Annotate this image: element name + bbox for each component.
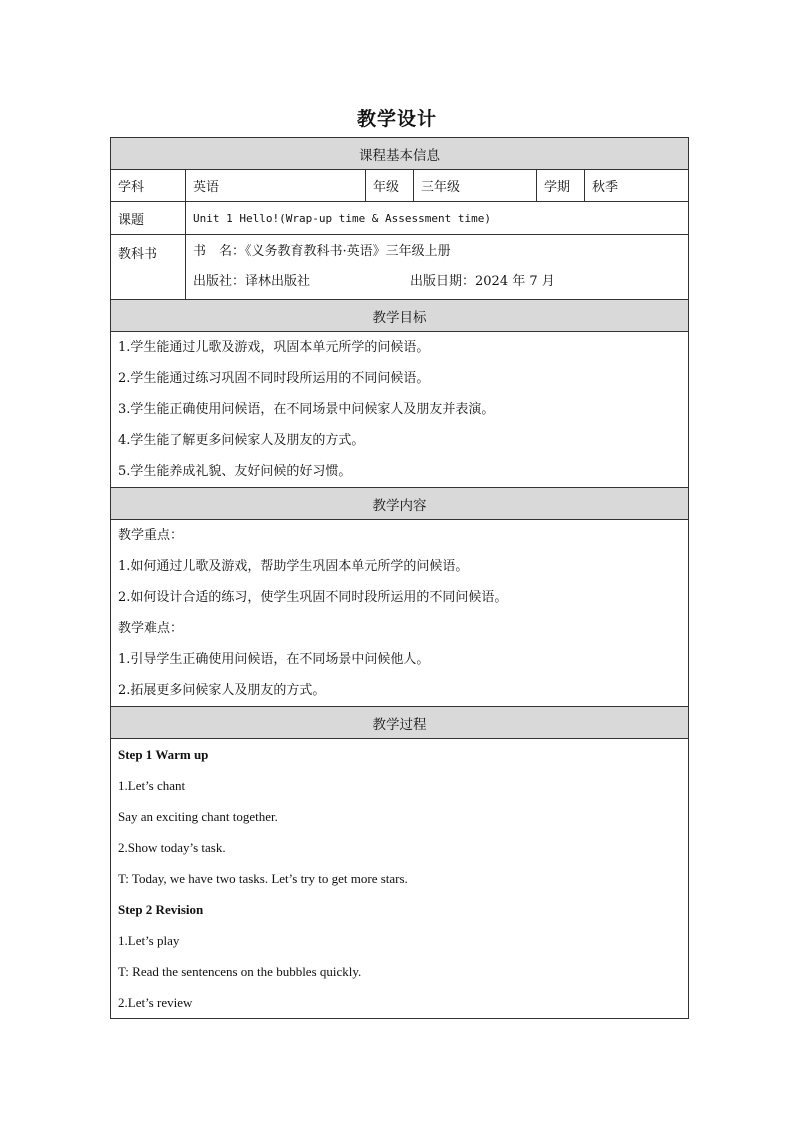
textbook-label: 教科书 — [111, 235, 186, 300]
step2-line: T: Read the sentencens on the bubbles quickly. — [118, 964, 362, 979]
publisher: 出版社：译林出版社 — [193, 274, 311, 289]
step2-line: 2.Let’s review — [118, 995, 193, 1010]
subject-label: 学科 — [111, 170, 186, 202]
step1-line: 2.Show today’s task. — [118, 840, 226, 855]
lesson-value: Unit 1 Hello!(Wrap-up time & Assessment time) — [186, 202, 689, 235]
difficulty-item: 1.引导学生正确使用问候语，在不同场景中问候他人。 — [118, 652, 430, 667]
step1-line: T: Today, we have two tasks. Let’s try to get more stars. — [118, 871, 408, 886]
book-name: 书 名：《义务教育教科书·英语》三年级上册 — [193, 244, 451, 259]
subject-value: 英语 — [186, 170, 366, 202]
objective-item: 3.学生能正确使用问候语，在不同场景中问候家人及朋友并表演。 — [118, 402, 495, 417]
difficulties-label: 教学难点： — [118, 621, 184, 636]
subject-row — [111, 170, 689, 202]
basic-info-header-row — [111, 138, 689, 170]
content-header: 教学内容 — [111, 488, 689, 520]
process-header-row — [111, 707, 689, 739]
objective-item: 1.学生能通过儿歌及游戏，巩固本单元所学的问候语。 — [118, 340, 430, 355]
document-title: 教学设计 — [356, 108, 437, 130]
basic-info-header: 课程基本信息 — [111, 138, 689, 170]
key-point-item: 1.如何通过儿歌及游戏，帮助学生巩固本单元所学的问候语。 — [118, 559, 469, 574]
lesson-label: 课题 — [111, 202, 186, 235]
grade-value: 三年级 — [414, 170, 537, 202]
publish-date: 出版日期：2024 年 7 月 — [410, 274, 555, 289]
difficulty-item: 2.拓展更多问候家人及朋友的方式。 — [118, 683, 326, 698]
objectives-list — [111, 332, 689, 488]
step1-line: 1.Let’s chant — [118, 778, 186, 793]
objective-item: 5.学生能养成礼貌、友好问候的好习惯。 — [118, 464, 352, 479]
step1-title: Step 1 Warm up — [118, 747, 209, 762]
textbook-info — [186, 235, 689, 300]
textbook-row — [111, 235, 689, 300]
step2-title: Step 2 Revision — [118, 902, 204, 917]
lesson-plan-table — [110, 137, 689, 1019]
process-list — [111, 739, 689, 1019]
lesson-row — [111, 202, 689, 235]
step1-line: Say an exciting chant together. — [118, 809, 278, 824]
publisher-line — [193, 267, 681, 297]
process-header: 教学过程 — [111, 707, 689, 739]
objectives-header-row — [111, 300, 689, 332]
process-row — [111, 739, 689, 1019]
objective-item: 4.学生能了解更多问候家人及朋友的方式。 — [118, 433, 365, 448]
key-point-item: 2.如何设计合适的练习，使学生巩固不同时段所运用的不同问候语。 — [118, 590, 508, 605]
content-list — [111, 520, 689, 707]
grade-label: 年级 — [366, 170, 414, 202]
objective-item: 2.学生能通过练习巩固不同时段所运用的不同问候语。 — [118, 371, 430, 386]
step2-line: 1.Let’s play — [118, 933, 180, 948]
term-value: 秋季 — [585, 170, 689, 202]
term-label: 学期 — [537, 170, 585, 202]
objectives-row — [111, 332, 689, 488]
key-points-label: 教学重点： — [118, 528, 184, 543]
content-row — [111, 520, 689, 707]
content-header-row — [111, 488, 689, 520]
objectives-header: 教学目标 — [111, 300, 689, 332]
